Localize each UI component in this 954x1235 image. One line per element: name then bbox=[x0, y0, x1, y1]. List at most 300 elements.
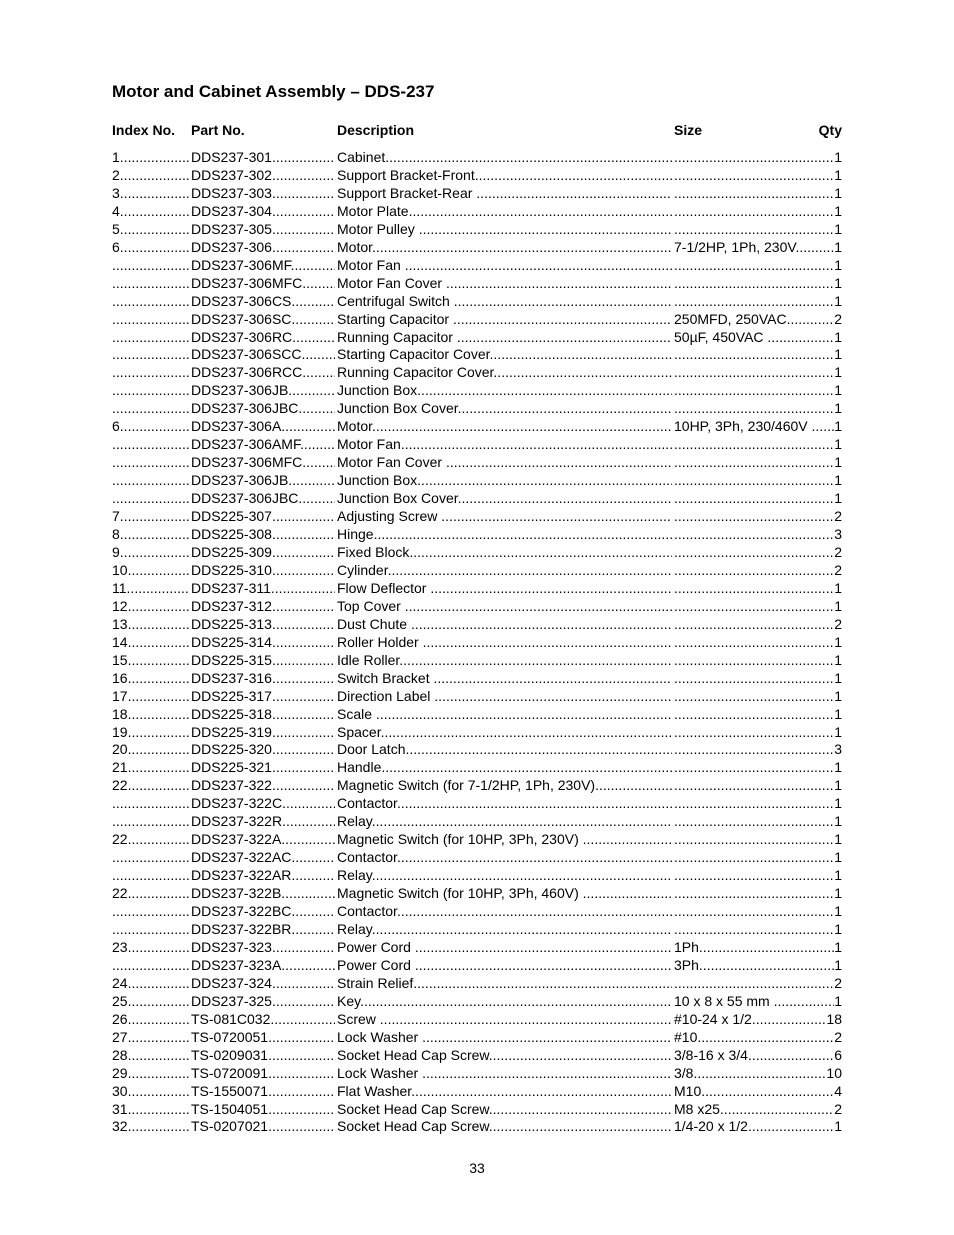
index-cell bbox=[112, 652, 189, 670]
index-cell bbox=[112, 526, 189, 544]
part-no-cell bbox=[191, 167, 335, 185]
description-cell-text: Socket Head Cap Screw bbox=[337, 1100, 489, 1117]
index-cell-text: 24 bbox=[112, 974, 128, 991]
index-cell bbox=[112, 598, 189, 616]
description-cell-text: Motor Fan bbox=[337, 436, 401, 453]
part-no-cell bbox=[191, 741, 335, 759]
description-cell-text: Starting Capacitor bbox=[337, 310, 453, 327]
size-qty-cell bbox=[674, 993, 842, 1011]
index-cell-text: 32 bbox=[112, 1118, 128, 1135]
description-cell-text: Flat Washer bbox=[337, 1082, 412, 1099]
part-no-cell-text: DDS237-322R bbox=[191, 813, 283, 830]
index-cell-text: 19 bbox=[112, 723, 128, 740]
part-no-cell bbox=[191, 777, 335, 795]
part-no-cell-text: TS-081C032 bbox=[191, 1010, 271, 1027]
size-text bbox=[674, 921, 834, 939]
qty-text: 1 bbox=[834, 274, 842, 291]
part-no-cell-text: DDS225-313 bbox=[191, 615, 272, 632]
table-row bbox=[112, 975, 842, 993]
table-row bbox=[112, 418, 842, 436]
description-cell-text: Door Latch bbox=[337, 741, 406, 758]
size-qty-cell bbox=[674, 544, 842, 562]
size-text bbox=[674, 777, 834, 795]
size-qty-cell bbox=[674, 185, 842, 203]
table-row bbox=[112, 1083, 842, 1101]
size-qty-cell bbox=[674, 652, 842, 670]
size-text: 250MFD, 250VAC ..... bbox=[674, 311, 834, 329]
size-qty-cell bbox=[674, 490, 842, 508]
description-cell-text: Motor Fan Cover bbox=[337, 454, 446, 471]
part-no-cell-text: DDS237-322 bbox=[191, 777, 272, 794]
part-no-cell bbox=[191, 544, 335, 562]
description-cell-text: Motor Fan bbox=[337, 256, 405, 273]
part-no-cell bbox=[191, 903, 335, 921]
size-qty-cell bbox=[674, 472, 842, 490]
description-cell bbox=[337, 490, 672, 508]
header-description: Description bbox=[337, 122, 415, 138]
description-cell-text: Power Cord bbox=[337, 938, 415, 955]
size-qty-cell bbox=[674, 706, 842, 724]
part-no-cell-text: DDS237-323 bbox=[191, 938, 272, 955]
size-qty-cell bbox=[674, 364, 842, 382]
table-row bbox=[112, 706, 842, 724]
size-text bbox=[674, 724, 834, 742]
size-qty-cell bbox=[674, 1065, 842, 1083]
table-row bbox=[112, 364, 842, 382]
size-qty-cell bbox=[674, 329, 842, 347]
part-no-cell bbox=[191, 688, 335, 706]
table-row bbox=[112, 1011, 842, 1029]
part-no-cell bbox=[191, 1047, 335, 1065]
description-cell bbox=[337, 688, 672, 706]
size-qty-cell bbox=[674, 149, 842, 167]
size-text bbox=[674, 508, 834, 526]
table-row bbox=[112, 346, 842, 364]
size-qty-cell bbox=[674, 1011, 842, 1029]
size-qty-cell bbox=[674, 1029, 842, 1047]
index-cell-text: 28 bbox=[112, 1046, 128, 1063]
index-cell bbox=[112, 706, 189, 724]
size-text: 3/8-16 x 3/4 ..... bbox=[674, 1047, 834, 1065]
size-text: M10 ..... bbox=[674, 1083, 834, 1101]
table-row bbox=[112, 867, 842, 885]
description-cell bbox=[337, 921, 672, 939]
index-cell bbox=[112, 382, 189, 400]
size-text bbox=[674, 490, 834, 508]
size-text: #10-24 x 1/2 ..... bbox=[674, 1011, 826, 1029]
description-cell bbox=[337, 670, 672, 688]
description-cell bbox=[337, 813, 672, 831]
part-no-cell-text: DDS237-325 bbox=[191, 992, 272, 1009]
description-cell bbox=[337, 1083, 672, 1101]
size-text: 50µF, 450VAC ..... bbox=[674, 329, 834, 347]
qty-text: 1 bbox=[834, 723, 842, 740]
index-cell bbox=[112, 1029, 189, 1047]
part-no-cell-text: DDS237-306JBC bbox=[191, 490, 299, 507]
part-no-cell bbox=[191, 885, 335, 903]
description-cell-text: Centrifugal Switch bbox=[337, 292, 454, 309]
index-cell bbox=[112, 975, 189, 993]
size-qty-cell bbox=[674, 724, 842, 742]
index-cell-text: 7 bbox=[112, 508, 120, 525]
part-no-cell-text: DDS225-320 bbox=[191, 741, 272, 758]
qty-text: 1 bbox=[834, 364, 842, 381]
description-cell bbox=[337, 221, 672, 239]
description-cell-text: Top Cover bbox=[337, 597, 405, 614]
qty-text: 1 bbox=[834, 328, 842, 345]
size-qty-cell bbox=[674, 616, 842, 634]
size-text bbox=[674, 688, 834, 706]
qty-text: 1 bbox=[834, 1118, 842, 1135]
description-cell-text: Power Cord bbox=[337, 956, 415, 973]
size-qty-cell bbox=[674, 598, 842, 616]
qty-text: 1 bbox=[834, 705, 842, 722]
description-cell-text: Junction Box Cover bbox=[337, 400, 458, 417]
index-cell-text: 8 bbox=[112, 526, 120, 543]
table-row bbox=[112, 634, 842, 652]
index-cell-text: 20 bbox=[112, 741, 128, 758]
description-cell bbox=[337, 311, 672, 329]
part-no-cell-text: DDS225-319 bbox=[191, 723, 272, 740]
index-cell bbox=[112, 275, 189, 293]
description-cell bbox=[337, 975, 672, 993]
size-text bbox=[674, 149, 834, 167]
size-text bbox=[674, 221, 834, 239]
size-text bbox=[674, 203, 834, 221]
description-cell bbox=[337, 957, 672, 975]
index-cell bbox=[112, 616, 189, 634]
part-no-cell-text: DDS237-305 bbox=[191, 220, 272, 237]
description-cell bbox=[337, 544, 672, 562]
description-cell bbox=[337, 275, 672, 293]
size-qty-cell bbox=[674, 418, 842, 436]
description-cell bbox=[337, 885, 672, 903]
qty-text: 2 bbox=[834, 310, 842, 327]
part-no-cell bbox=[191, 975, 335, 993]
size-qty-cell bbox=[674, 275, 842, 293]
part-no-cell bbox=[191, 616, 335, 634]
description-cell-text: Fixed Block bbox=[337, 543, 410, 560]
size-text bbox=[674, 670, 834, 688]
part-no-cell-text: DDS237-322AR bbox=[191, 867, 292, 884]
part-no-cell bbox=[191, 831, 335, 849]
index-cell bbox=[112, 831, 189, 849]
size-text bbox=[674, 849, 834, 867]
qty-text: 1 bbox=[834, 885, 842, 902]
description-cell bbox=[337, 939, 672, 957]
size-text: 7-1/2HP, 1Ph, 230V ..... bbox=[674, 239, 834, 257]
part-no-cell-text: DDS225-310 bbox=[191, 561, 272, 578]
part-no-cell bbox=[191, 849, 335, 867]
qty-text: 1 bbox=[834, 382, 842, 399]
size-text bbox=[674, 903, 834, 921]
index-cell-text: 16 bbox=[112, 669, 128, 686]
index-cell bbox=[112, 562, 189, 580]
size-qty-cell bbox=[674, 257, 842, 275]
size-text bbox=[674, 275, 834, 293]
index-cell-text: 21 bbox=[112, 759, 128, 776]
table-row bbox=[112, 580, 842, 598]
part-no-cell bbox=[191, 221, 335, 239]
description-cell bbox=[337, 329, 672, 347]
index-cell bbox=[112, 1011, 189, 1029]
description-cell bbox=[337, 903, 672, 921]
description-cell bbox=[337, 382, 672, 400]
table-row bbox=[112, 795, 842, 813]
part-no-cell-text: DDS237-306JBC bbox=[191, 400, 299, 417]
table-row bbox=[112, 185, 842, 203]
index-cell bbox=[112, 867, 189, 885]
part-no-cell-text: DDS237-306MF bbox=[191, 256, 291, 273]
table-row bbox=[112, 293, 842, 311]
part-no-cell-text: DDS237-306SCC bbox=[191, 346, 302, 363]
table-row bbox=[112, 652, 842, 670]
part-no-cell bbox=[191, 1083, 335, 1101]
index-cell-text: 22 bbox=[112, 777, 128, 794]
part-no-cell-text: DDS237-302 bbox=[191, 166, 272, 183]
table-row bbox=[112, 221, 842, 239]
page-title: Motor and Cabinet Assembly – DDS-237 bbox=[112, 82, 435, 101]
part-no-cell bbox=[191, 562, 335, 580]
table-row bbox=[112, 382, 842, 400]
size-text bbox=[674, 257, 834, 275]
table-row bbox=[112, 436, 842, 454]
description-cell-text: Contactor bbox=[337, 849, 397, 866]
description-cell-text: Starting Capacitor Cover bbox=[337, 346, 490, 363]
part-no-cell-text: DDS237-311 bbox=[191, 579, 271, 596]
description-cell bbox=[337, 167, 672, 185]
description-cell-text: Contactor bbox=[337, 795, 397, 812]
table-row bbox=[112, 598, 842, 616]
index-cell bbox=[112, 293, 189, 311]
part-no-cell-text: DDS237-304 bbox=[191, 202, 272, 219]
part-no-cell bbox=[191, 1118, 335, 1136]
description-cell-text: Roller Holder bbox=[337, 633, 423, 650]
index-cell bbox=[112, 849, 189, 867]
part-no-cell bbox=[191, 724, 335, 742]
size-text bbox=[674, 400, 834, 418]
index-cell-text: 9 bbox=[112, 543, 120, 560]
part-no-cell-text: DDS237-301 bbox=[191, 149, 272, 165]
part-no-cell bbox=[191, 490, 335, 508]
table-row bbox=[112, 311, 842, 329]
table-row bbox=[112, 957, 842, 975]
table-row bbox=[112, 203, 842, 221]
description-cell-text: Relay bbox=[337, 813, 372, 830]
index-cell bbox=[112, 167, 189, 185]
index-cell bbox=[112, 634, 189, 652]
part-no-cell bbox=[191, 508, 335, 526]
description-cell bbox=[337, 777, 672, 795]
table-row bbox=[112, 741, 842, 759]
qty-text: 1 bbox=[834, 831, 842, 848]
part-no-cell bbox=[191, 436, 335, 454]
part-no-cell-text: DDS225-318 bbox=[191, 705, 272, 722]
qty-text: 2 bbox=[834, 508, 842, 525]
size-text bbox=[674, 975, 834, 993]
qty-text: 2 bbox=[834, 1028, 842, 1045]
size-qty-cell bbox=[674, 293, 842, 311]
part-no-cell-text: DDS225-317 bbox=[191, 687, 272, 704]
size-text bbox=[674, 867, 834, 885]
size-text bbox=[674, 759, 834, 777]
qty-text: 18 bbox=[826, 1010, 842, 1027]
description-cell-text: Magnetic Switch (for 7-1/2HP, 1Ph, 230V) bbox=[337, 777, 596, 794]
description-cell bbox=[337, 293, 672, 311]
part-no-cell bbox=[191, 939, 335, 957]
part-no-cell bbox=[191, 346, 335, 364]
table-row bbox=[112, 472, 842, 490]
description-cell bbox=[337, 472, 672, 490]
size-qty-cell bbox=[674, 831, 842, 849]
part-no-cell bbox=[191, 239, 335, 257]
qty-text: 1 bbox=[834, 992, 842, 1009]
part-no-cell bbox=[191, 634, 335, 652]
index-cell-text: 15 bbox=[112, 651, 128, 668]
qty-text: 1 bbox=[834, 166, 842, 183]
description-cell-text: Lock Washer bbox=[337, 1028, 423, 1045]
part-no-cell bbox=[191, 957, 335, 975]
size-text: 3/8 ..... bbox=[674, 1065, 826, 1083]
size-text bbox=[674, 472, 834, 490]
size-text bbox=[674, 185, 834, 203]
index-cell bbox=[112, 795, 189, 813]
description-cell-text: Socket Head Cap Screw bbox=[337, 1046, 489, 1063]
size-qty-cell bbox=[674, 400, 842, 418]
index-cell bbox=[112, 670, 189, 688]
index-cell-text: 22 bbox=[112, 885, 128, 902]
qty-text: 1 bbox=[834, 669, 842, 686]
size-text: 3Ph ..... bbox=[674, 957, 834, 975]
qty-text: 1 bbox=[834, 849, 842, 866]
index-cell bbox=[112, 508, 189, 526]
size-qty-cell bbox=[674, 580, 842, 598]
index-cell bbox=[112, 688, 189, 706]
description-cell-text: Junction Box bbox=[337, 382, 418, 399]
part-no-cell bbox=[191, 329, 335, 347]
part-no-cell bbox=[191, 382, 335, 400]
qty-text: 1 bbox=[834, 184, 842, 201]
index-cell bbox=[112, 346, 189, 364]
table-row bbox=[112, 777, 842, 795]
qty-text: 1 bbox=[834, 149, 842, 165]
description-cell-text: Flow Deflector bbox=[337, 579, 431, 596]
size-qty-cell bbox=[674, 921, 842, 939]
table-row bbox=[112, 759, 842, 777]
part-no-cell-text: DDS225-321 bbox=[191, 759, 272, 776]
index-cell bbox=[112, 400, 189, 418]
description-cell bbox=[337, 257, 672, 275]
qty-text: 1 bbox=[834, 687, 842, 704]
description-cell-text: Strain Relief bbox=[337, 974, 414, 991]
size-text bbox=[674, 652, 834, 670]
qty-text: 1 bbox=[834, 597, 842, 614]
part-no-cell bbox=[191, 257, 335, 275]
description-cell bbox=[337, 831, 672, 849]
description-cell-text: Switch Bracket bbox=[337, 669, 434, 686]
qty-text: 1 bbox=[834, 418, 842, 435]
part-no-cell bbox=[191, 867, 335, 885]
qty-text: 1 bbox=[834, 813, 842, 830]
qty-text: 1 bbox=[834, 759, 842, 776]
qty-text: 1 bbox=[834, 454, 842, 471]
table-row bbox=[112, 921, 842, 939]
description-cell-text: Lock Washer bbox=[337, 1064, 423, 1081]
part-no-cell-text: DDS237-322C bbox=[191, 795, 283, 812]
size-qty-cell bbox=[674, 795, 842, 813]
description-cell bbox=[337, 364, 672, 382]
index-cell bbox=[112, 1047, 189, 1065]
index-cell-text: 6 bbox=[112, 418, 120, 435]
part-no-cell bbox=[191, 1011, 335, 1029]
description-cell bbox=[337, 436, 672, 454]
qty-text: 1 bbox=[834, 651, 842, 668]
description-cell-text: Adjusting Screw bbox=[337, 508, 442, 525]
index-cell bbox=[112, 311, 189, 329]
table-row bbox=[112, 167, 842, 185]
index-cell bbox=[112, 1101, 189, 1119]
index-cell bbox=[112, 221, 189, 239]
qty-text: 1 bbox=[834, 490, 842, 507]
size-qty-cell bbox=[674, 670, 842, 688]
description-cell-text: Dust Chute bbox=[337, 615, 411, 632]
description-cell-text: Scale bbox=[337, 705, 376, 722]
description-cell bbox=[337, 508, 672, 526]
qty-text: 2 bbox=[834, 561, 842, 578]
description-cell bbox=[337, 526, 672, 544]
part-no-cell-text: DDS237-306MFC bbox=[191, 274, 303, 291]
size-text: 10HP, 3Ph, 230/460V ..... bbox=[674, 418, 834, 436]
description-cell-text: Motor Pulley bbox=[337, 220, 419, 237]
part-no-cell bbox=[191, 706, 335, 724]
size-text bbox=[674, 167, 834, 185]
qty-text: 1 bbox=[834, 256, 842, 273]
table-row bbox=[112, 993, 842, 1011]
index-cell-text: 30 bbox=[112, 1082, 128, 1099]
size-text bbox=[674, 706, 834, 724]
description-cell-text: Handle bbox=[337, 759, 382, 776]
part-no-cell bbox=[191, 921, 335, 939]
description-cell-text: Spacer bbox=[337, 723, 381, 740]
description-cell-text: Relay bbox=[337, 920, 372, 937]
table-row bbox=[112, 1029, 842, 1047]
part-no-cell bbox=[191, 1065, 335, 1083]
description-cell bbox=[337, 580, 672, 598]
description-cell bbox=[337, 1118, 672, 1136]
index-cell bbox=[112, 724, 189, 742]
part-no-cell-text: TS-0720051 bbox=[191, 1028, 269, 1045]
size-qty-cell bbox=[674, 203, 842, 221]
size-text bbox=[674, 741, 834, 759]
index-cell bbox=[112, 364, 189, 382]
description-cell bbox=[337, 1029, 672, 1047]
qty-text: 1 bbox=[834, 292, 842, 309]
part-no-cell-text: DDS225-314 bbox=[191, 633, 272, 650]
table-row bbox=[112, 526, 842, 544]
table-row bbox=[112, 939, 842, 957]
size-qty-cell bbox=[674, 1118, 842, 1136]
description-cell-text: Motor bbox=[337, 418, 373, 435]
part-no-cell-text: DDS237-306A bbox=[191, 418, 282, 435]
description-cell bbox=[337, 759, 672, 777]
size-qty-cell bbox=[674, 813, 842, 831]
index-cell-text: 10 bbox=[112, 561, 128, 578]
table-row bbox=[112, 849, 842, 867]
index-cell bbox=[112, 741, 189, 759]
size-qty-cell bbox=[674, 167, 842, 185]
qty-text: 1 bbox=[834, 867, 842, 884]
table-row bbox=[112, 562, 842, 580]
